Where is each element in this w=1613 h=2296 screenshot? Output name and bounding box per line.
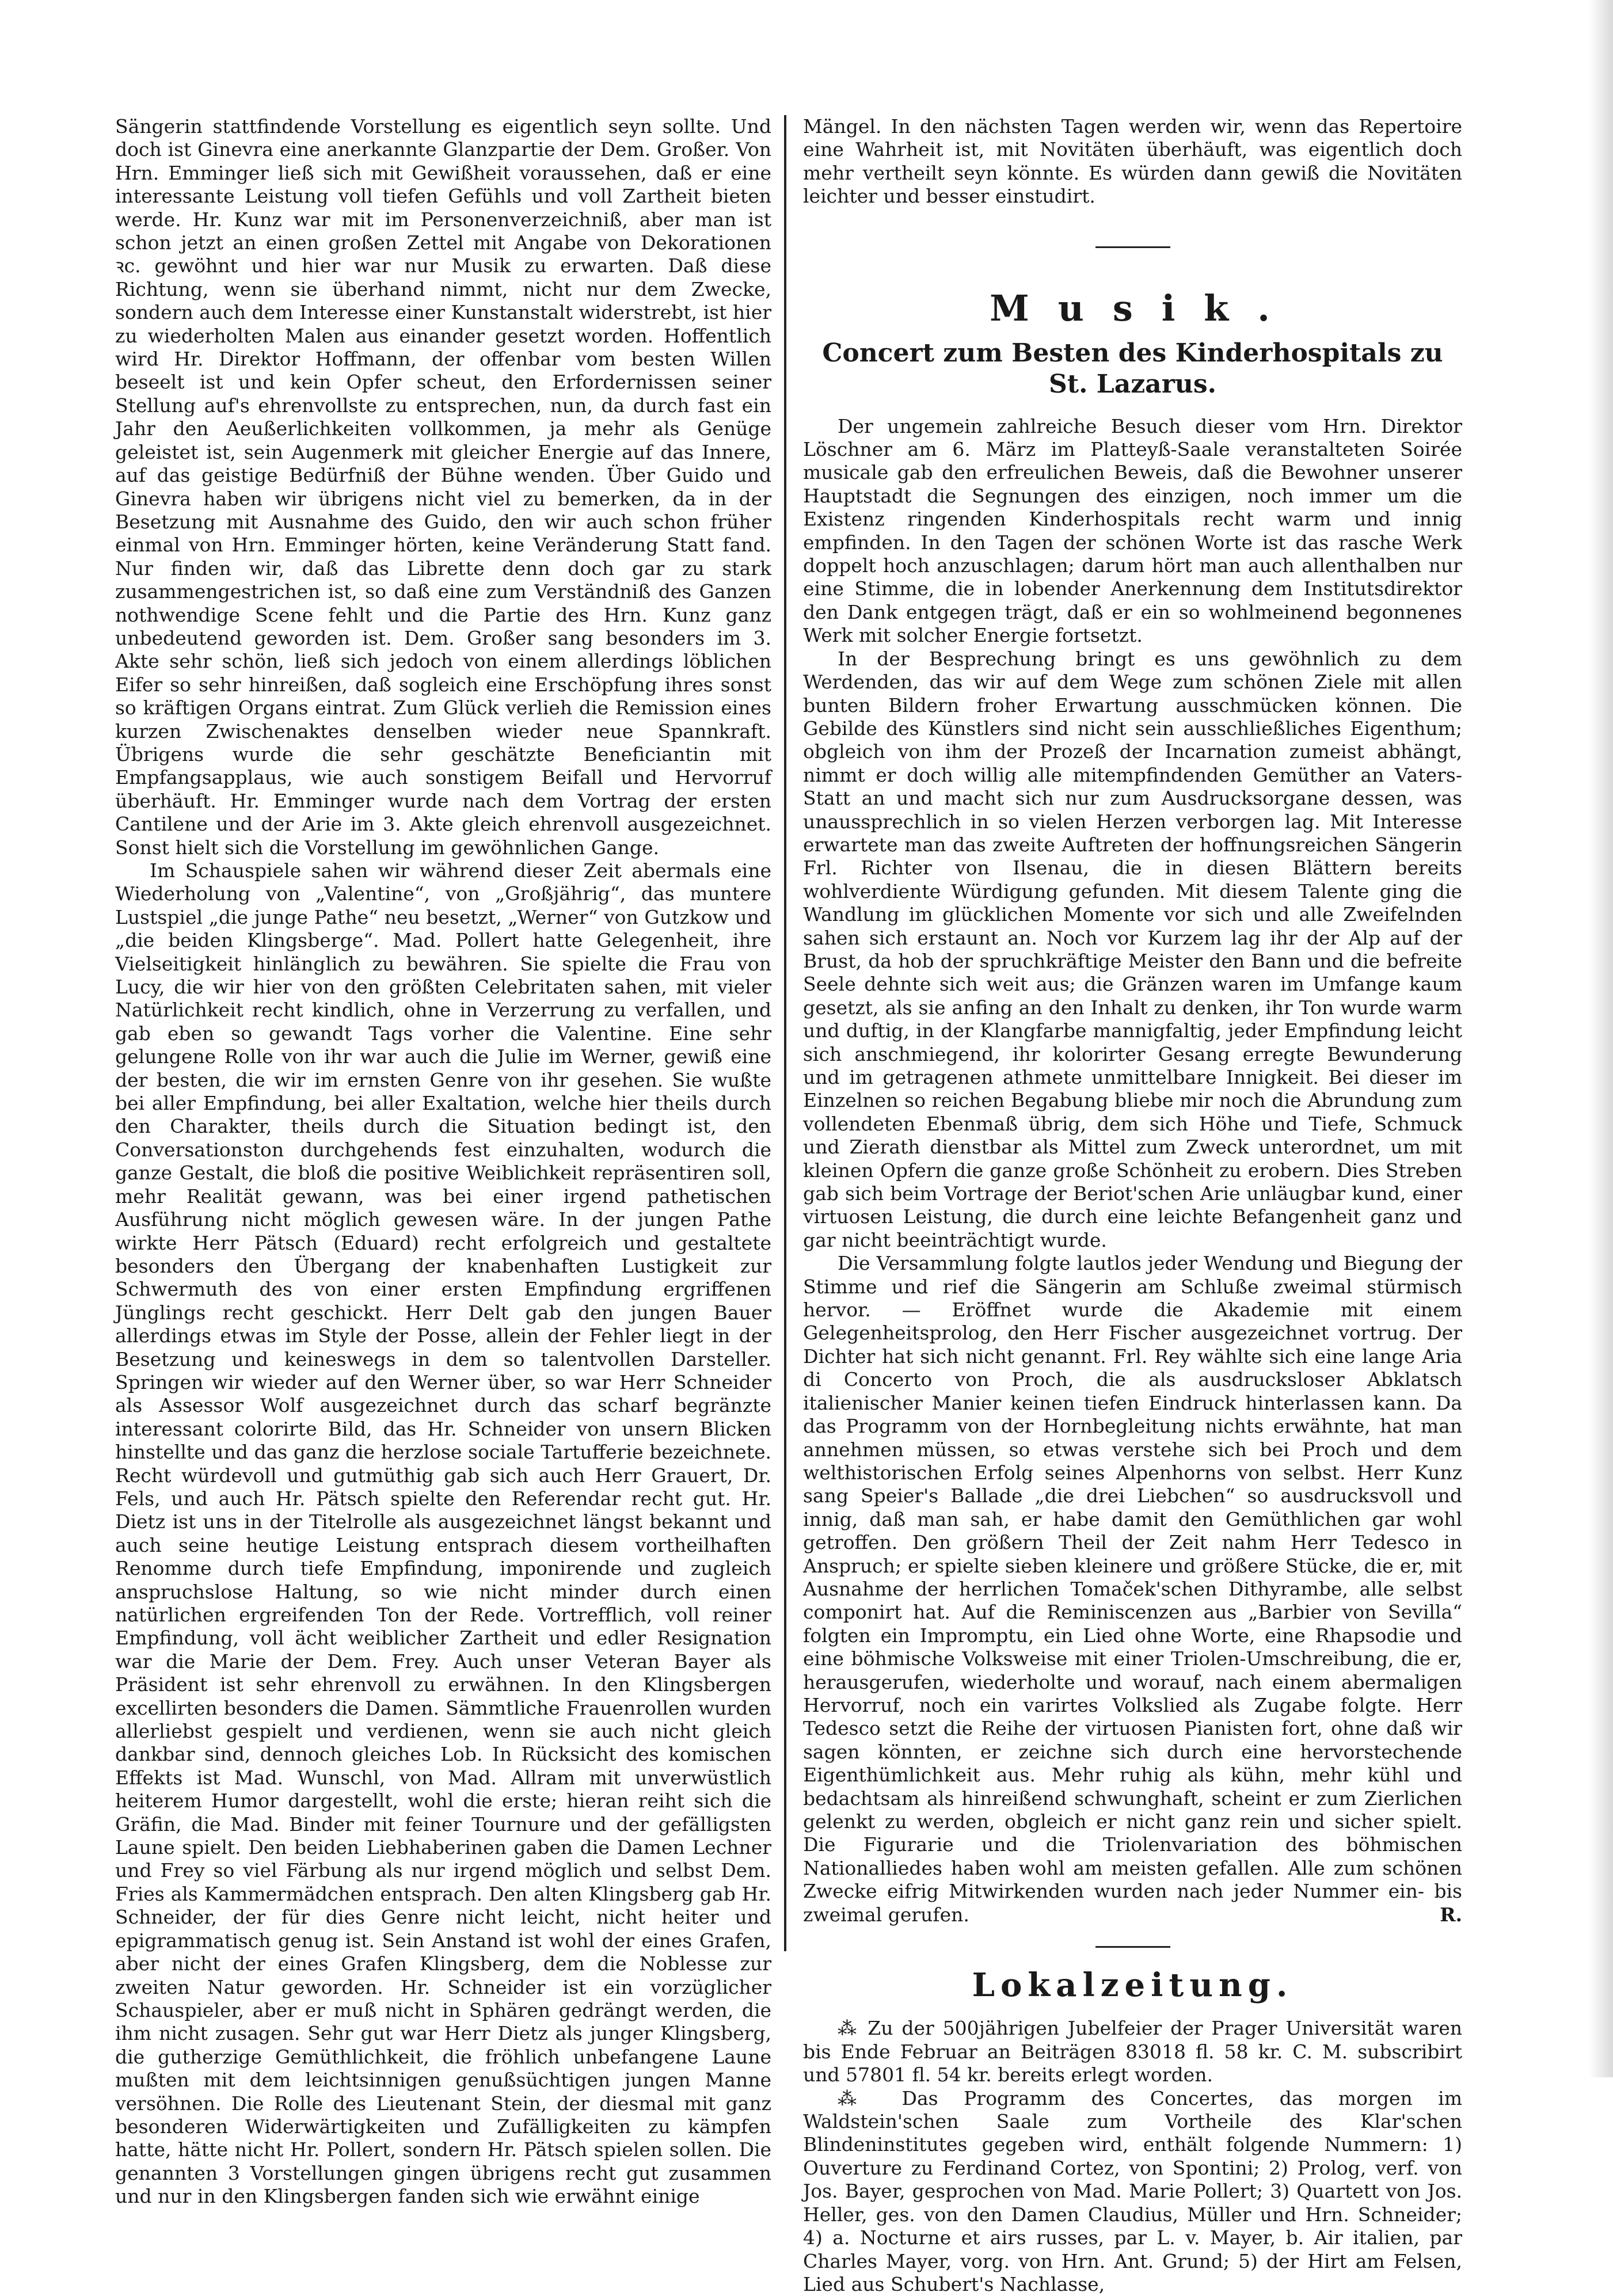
concert-paragraph-2: In der Besprechung bringt es uns gewöhnlich zu dem Werdenden, das wir auf dem Wege zum schönen Ziele mit allen bunten Bildern froher Erwartung ausschmücken können. Die Gebilde des Künstlers sind nicht sein ausschließliches Eigenthum; obgleich von ihm der Prozeß der Incarnation zumeist abhängt, nimmt er doch willig alle mitempfindenden Gemüther an Vaters-Statt an und macht sich nur zum Ausdrucksorgane dessen, was unaussprechlich in so vielen Herzen verborgen lag. Mit Interesse erwartete man das zweite Auftreten der hoffnungsreichen Sängerin Frl. Richter von Ilsenau, die in diesen Blättern bereits wohlverdiente Würdigung gefunden. Mit diesem Talente ging die Wandlung im glücklichen Momente vor sich und alle Zweifelnden sahen sich erstaunt an. Noch vor Kurzem lag ihr der Alp auf der Brust, da hob der spruchkräftige Meister den Bann und die befreite Seele dehnte sich weit aus; die Gränzen waren im Umfange kaum gesetzt, als sie anfing an den Inhalt zu denken, ihr Ton wurde warm und duftig, in der Klangfarbe mannigfaltig, jeder Empfindung leicht sich anschmiegend, ihr kolorirter Gesang erregte Bewunderung und im getragenen athmete unmittelbare Innigkeit. Bei dieser im Einzelnen so reichen Begabung bliebe mir noch die Abrundung zum vollendeten Ebenmaß übrig, dem sich Höhe und Tiefe, Schmuck und Zierath dienstbar als Mittel zum Zweck unterordnet, um mit kleinen Opfern die ganze große Schönheit zu erobern. Dies Streben gab sich beim Vortrage der Beriot'schen Arie unläugbar kund, einer virtuosen Leistung, die durch eine leichte Befangenheit ganz und gar nicht beeinträchtigt wurde. [803,647,1462,1251]
right-column [803,115,1462,2296]
column-divider [784,115,786,1951]
section-divider-top [1095,246,1170,248]
left-column [115,115,771,2209]
section-divider-lokal [1095,1946,1170,1948]
musik-heading: Musik. [990,287,1299,329]
left-paragraph-1: Sängerin stattfindende Vorstellung es eigentlich seyn sollte. Und doch ist Ginevra eine anerkannte Glanzpartie der Dem. Großer. Von Hrn. Emminger ließ sich mit Gewißheit voraussehen, daß er eine interessante Leistung voll tiefen Gefühls und voll Zartheit bieten werde. Hr. Kunz war mit im Personenverzeichniß, aber man ist schon jetzt an einen großen Zettel mit Angabe von Dekorationen ꝛc. gewöhnt und hier war nur Musik zu erwarten. Daß diese Richtung, wenn sie überhand nimmt, nicht nur dem Zwecke, sondern auch dem Interesse einer Kunstanstalt widerstrebt, ist hier zu wiederholten Malen aus einander gesetzt worden. Hoffentlich wird Hr. Direktor Hoffmann, der offenbar vom besten Willen beseelt ist und kein Opfer scheut, den Erfordernissen seiner Stellung auf's ehrenvollste zu entsprechen, nun, da durch fast ein Jahr den Aeußerlichkeiten vollkommen, ja mehr als Genüge geleistet ist, sein Augenmerk mit gleicher Energie auf das Innere, auf das geistige Bedürfniß der Bühne wenden. Über Guido und Ginevra haben wir übrigens nicht viel zu bemerken, da in der Besetzung mit Ausnahme des Guido, den wir auch schon früher einmal von Hrn. Emminger hörten, keine Veränderung Statt fand. Nur finden wir, daß das Librette denn doch gar zu stark zusammengestrichen ist, so daß eine zum Verständniß des Ganzen nothwendige Scene fehlt und die Partie des Hrn. Kunz ganz unbedeutend geworden ist. Dem. Großer sang besonders im 3. Akte sehr schön, ließ sich jedoch von einem allerdings löblichen Eifer so sehr hinreißen, daß sogleich eine Erschöpfung ihres sonst so kräftigen Organs eintrat. Zum Glück verlieh die Remission eines kurzen Zwischenaktes denselben wieder neue Spannkraft. Übrigens wurde die sehr geschätzte Beneficiantin mit Empfangsapplaus, wie auch sonstigem Beifall und Hervorruf überhäuft. Hr. Emminger wurde nach dem Vortrag der ersten Cantilene und der Arie im 3. Akte gleich ehrenvoll ausgezeichnet. Sonst hielt sich die Vorstellung im gewöhnlichen Gange. [115,115,771,859]
lokal-paragraph-2: ⁂ Das Programm des Concertes, das morgen im Waldstein'schen Saale zum Vortheile des Klar'schen Blindeninstitutes gegeben wird, enthält folgende Nummern: 1) Ouverture zu Ferdinand Cortez, von Spontini; 2) Prolog, verf. von Jos. Bayer, gesprochen von Mad. Marie Pollert; 3) Quartett von Jos. Heller, ges. von den Damen Claudius, Müller und Hrn. Schneider; 4) a. Nocturne et airs russes, par L. v. Mayer, b. Air italien, par Charles Mayer, vorg. von Hrn. Ant. Grund; 5) der Hirt am Felsen, Lied aus Schubert's Nachlasse, [803,2086,1462,2295]
left-paragraph-2: Im Schauspiele sahen wir während dieser Zeit abermals eine Wiederholung von „Valentine“, von „Großjährig“, das muntere Lustspiel „die junge Pathe“ neu besetzt, „Werner“ von Gutzkow und „die beiden Klingsberge“. Mad. Pollert hatte Gelegenheit, ihre Vielseitigkeit hinlänglich zu bewähren. Sie spielte die Frau von Lucy, die wir hier von den größten Celebritaten sahen, mit vieler Natürlichkeit recht kindlich, ohne in Verzerrung zu verfallen, und gab eben so gewandt Tags vorher die Valentine. Eine sehr gelungene Rolle von ihr war auch die Julie im Werner, gewiß eine der besten, die wir im ernsten Genre von ihr gesehen. Sie wußte bei aller Empfindung, bei aller Exaltation, welche hier theils durch den Charakter, theils durch die Situation bedingt ist, den Conversationston durchgehends fest einzuhalten, wodurch die ganze Gestalt, die bloß die positive Weiblichkeit repräsentiren soll, mehr Realität gewann, was bei einer irgend pathetischen Ausführung nicht möglich gewesen wäre. In der jungen Pathe wirkte Herr Pätsch (Eduard) recht erfolgreich und gestaltete besonders den Übergang der knabenhaften Lustigkeit zur Schwermuth des von einer ersten Empfindung ergriffenen Jünglings recht geschickt. Herr Delt gab den jungen Bauer allerdings etwas im Style der Posse, allein der Fehler liegt in der Besetzung und keineswegs in dem so talentvollen Darsteller. Springen wir wieder auf den Werner über, so war Herr Schneider als Assessor Wolf ausgezeichnet durch das scharf begränzte interessant colorirte Bild, das Hr. Schneider von unsern Blicken hinstellte und das ganz die herzlose sociale Tartufferie bezeichnete. Recht würdevoll und gutmüthig gab sich auch Herr Grauert, Dr. Fels, und auch Hr. Pätsch spielte den Referendar recht gut. Hr. Dietz ist uns in der Titelrolle als ausgezeichnet längst bekannt und auch seine heutige Leistung entsprach diesem vortheilhaften Renomme durch tiefe Empfindung, imponirende und zugleich anspruchslose Haltung, so wie nicht minder durch einen natürlichen ergreifenden Ton der Rede. Vortrefflich, voll reiner Empfindung, voll ächt weiblicher Zartheit und edler Resignation war die Marie der Dem. Frey. Auch unser Veteran Bayer als Präsident ist sehr ehrenvoll zu erwähnen. In den Klingsbergen excellirten besonders die Damen. Sämmtliche Frauenrollen wurden allerliebst gespielt und verdienen, wenn sie auch nicht gleich dankbar sind, dennoch gleiches Lob. In Rücksicht des komischen Effekts ist Mad. Wunschl, von Mad. Allram mit unverwüstlich heiterem Humor dargestellt, wohl die erste; hieran reiht sich die Gräfin, die Mad. Binder mit feiner Tournure und der gefälligsten Laune spielt. Den beiden Liebhaberinen gaben die Damen Lechner und Frey so viel Färbung als nur irgend möglich und selbst Dem. Fries als Kammermädchen entsprach. Den alten Klingsberg gab Hr. Schneider, der für dies Genre nicht leicht, nicht heiter und epigrammatisch genug ist. Sein Anstand ist wohl der eines Grafen, aber nicht der eines Grafen Klingsberg, dem die Noblesse zur zweiten Natur geworden. Hr. Schneider ist ein vorzüglicher Schauspieler, aber er muß nicht in Sphären gedrängt werden, die ihm nicht zusagen. Sehr gut war Herr Dietz als junger Klingsberg, die gutherzige Gemüthlichkeit, die fröhlich unbefangene Laune mußten mit dem leichtsinnigen genußsüchtigen jungen Manne versöhnen. Die Rolle des Lieutenant Stein, der diesmal mit ganz besonderen Widerwärtigkeiten und Zufälligkeiten zu kämpfen hatte, hätte nicht Hr. Pollert, sondern Hr. Pätsch spielen sollen. Die genannten 3 Vorstellungen gingen übrigens recht gut zusammen und nur in den Klingsbergen fanden sich wie erwähnt einige [115,859,771,2208]
lokal-heading: Lokalzeitung. [972,1966,1294,2005]
concert-title: Concert zum Besten des Kinderhospitals zu St. Lazarus. [822,338,1443,399]
right-intro-paragraph: Mängel. In den nächsten Tagen werden wir, wenn das Repertoire eine Wahrheit ist, mit Novitäten überhäuft, was eigentlich doch mehr vertheilt seyn könnte. Es würden dann gewiß die Novitäten leichter und besser einstudirt. [803,115,1462,208]
concert-paragraph-3: Die Versammlung folgte lautlos jeder Wendung und Biegung der Stimme und rief die Sängerin am Schluße zweimal stürmisch hervor. — Eröffnet wurde die Akademie mit einem Gelegenheitsprolog, den Herr Fischer ausgezeichnet vortrug. Der Dichter hat sich nicht genannt. Frl. Rey wählte sich eine lange Aria di Concerto von Proch, die als ausdrucksloser Abklatsch italienischer Manier keinen tiefen Eindruck hinterlassen kann. Da das Programm von der Hornbegleitung nichts erwähnte, hat man annehmen müssen, so etwas verstehe sich bei Proch und dem welthistorischen Erfolg seines Alpenhorns von selbst. Herr Kunz sang Speier's Ballade „die drei Liebchen“ so ausdrucksvoll und innig, daß man sah, er habe damit den Gemüthlichen gar wohl getroffen. Den größern Theil der Zeit nahm Herr Tedesco in Anspruch; er spielte sieben kleinere und größere Stücke, die er, mit Ausnahme der herrlichen Tomaček'schen Dithyrambe, alle selbst componirt hat. Auf die Reminiscenzen aus „Barbier von Sevilla“ folgten ein Impromptu, ein Lied ohne Worte, eine Rhapsodie und eine böhmische Volksweise mit einer Triolen-Umschreibung, die er, herausgerufen, wiederholte und worauf, nach einem abermaligen Hervorruf, noch ein varirtes Volkslied als Zugabe folgte. Herr Tedesco setzt die Reihe der virtuosen Pianisten fort, ohne daß wir sagen könnten, er zeichne sich durch eine hervorstechende Eigenthümlichkeit aus. Mehr ruhig als kühn, mehr kühl und bedachtsam als hinreißend schwunghaft, scheint er zum Zierlichen gelenkt zu werden, obgleich er nicht ganz rein und sicher spielt. Die Figurarie und die Triolenvariation des böhmischen Nationalliedes haben wohl am meisten gefallen. Alle zum schönen Zwecke eifrig Mitwirkenden wurden nach jeder Nummer ein- bis zweimal gerufen. [803,1252,1462,1926]
lokal-paragraph-1: ⁂ Zu der 500jährigen Jubelfeier der Prager Universität waren bis Ende Februar an Beiträgen 83018 fl. 58 kr. C. M. subscribirt und 57801 fl. 54 kr. bereits erlegt worden. [803,2017,1462,2086]
concert-paragraph-1: Der ungemein zahlreiche Besuch dieser vom Hrn. Direktor Löschner am 6. März im Platteyß-Saale veranstalteten Soirée musicale gab den erfreulichen Beweis, daß die Bewohner unserer Hauptstadt die Segnungen des einzigen, noch immer um die Existenz ringenden Kinderhospitals recht warm und innig empfinden. In den Tagen der schönen Worte ist das rasche Werk doppelt hoch anzuschlagen; darum hört man auch allenthalben nur eine Stimme, die in lobender Anerkennung dem Institutsdirektor den Dank entgegen trägt, daß er ein so wohlmeinend begonnenes Werk mit solcher Energie fortsetzt. [803,414,1462,647]
concert-signature: R. [1440,1903,1462,1926]
page-scan-edge [1589,0,1613,2077]
